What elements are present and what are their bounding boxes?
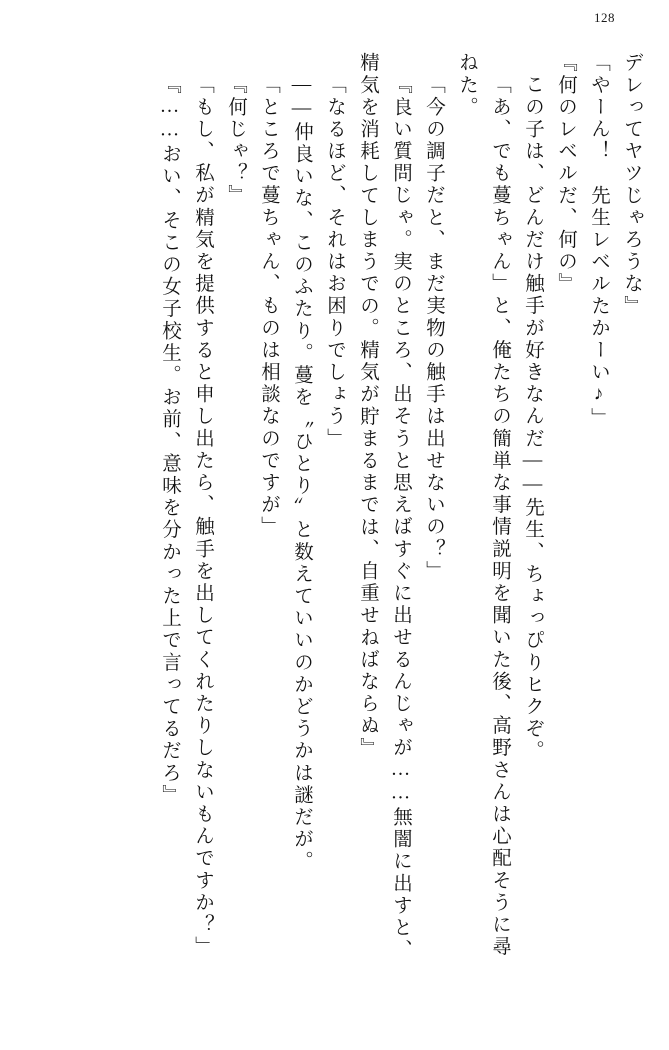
text-line: この子は、どんだけ触手が好きなんだ——先生、ちょっぴりヒクぞ。	[522, 74, 543, 763]
text-line: 「今の調子だと、まだ実物の触手は出せないの？」	[423, 74, 444, 583]
text-line: 「あ、でも蔓ちゃん」と、俺たちの簡単な事情説明を聞いた後、高野さんは心配そうに尋	[489, 74, 510, 958]
text-line: 『何のレベルだ、何の』	[555, 52, 576, 296]
text-line: 「やーん！ 先生レベルたかーい♪」	[588, 52, 609, 430]
text-line: 『……おい、そこの女子校生。お前、意味を分かった上で言ってるだろ』	[159, 74, 180, 807]
text-line: 精気を消耗してしまうでの。精気が貯まるまでは、自重せねばならぬ』	[357, 52, 378, 760]
text-line: ——仲良いな、このふたり。蔓を〝ひとり〟と数えていいのかどうかは謎だが。	[291, 74, 312, 873]
vertical-text-body	[24, 52, 641, 1020]
text-line: 『良い質問じゃ。実のところ、出そうと思えばすぐに出せるんじゃが……無闇に出すと、	[390, 74, 411, 961]
text-line: 『何じゃ？』	[225, 74, 246, 207]
page-number: 128	[594, 10, 615, 25]
text-line: 「なるほど、それはお困りでしょう」	[324, 74, 345, 450]
text-line: デレってヤツじゃろうな』	[621, 52, 642, 318]
text-line: 「ところで蔓ちゃん、ものは相談なのですが」	[258, 74, 279, 539]
text-line: 「もし、私が精気を提供すると申し出たら、触手を出してくれたりしないもんですか？」	[192, 74, 213, 958]
text-line: ねた。	[456, 52, 477, 119]
